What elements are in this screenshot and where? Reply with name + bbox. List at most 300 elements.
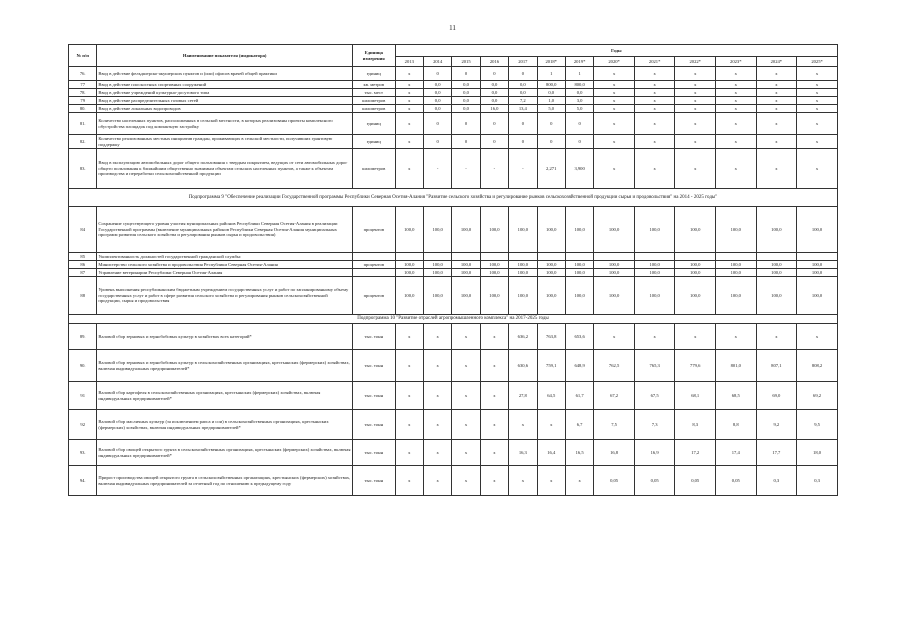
value-cell: 16,8 xyxy=(594,440,635,466)
value-cell: 0,0 xyxy=(423,97,451,105)
value-cell: 0 xyxy=(537,113,565,135)
table-row xyxy=(69,261,838,269)
value-cell: x xyxy=(634,113,675,135)
value-cell: 0,0 xyxy=(423,89,451,97)
value-cell: 5,0 xyxy=(565,105,593,113)
unit-cell: километров xyxy=(352,97,395,105)
indicator-name: Валовой сбор овощей открытого грунта в сельскохозяйственных организациях, крестьянских (фермерских) хозяйствах, включая индивидуальных предпринимателей* xyxy=(97,440,353,466)
value-cell: x xyxy=(395,466,423,496)
indicator-name: Количество населенных пунктов, расположенных в сельской местности, в которых реализованы проекты комплексного обустройства площадок под компактную застройку xyxy=(97,113,353,135)
value-cell: x xyxy=(395,67,423,81)
value-cell: 100,0 xyxy=(537,269,565,277)
unit-cell: километров xyxy=(352,105,395,113)
unit-cell: процентов xyxy=(352,207,395,253)
value-cell: 1,0 xyxy=(537,97,565,105)
table-row xyxy=(69,410,838,440)
value-cell: 3,900 xyxy=(565,149,593,189)
value-cell xyxy=(480,253,508,261)
value-cell: 636,2 xyxy=(509,324,537,350)
value-cell: 100,0 xyxy=(565,207,593,253)
row-number: 82. xyxy=(69,135,97,149)
unit-cell: тыс. тонн xyxy=(352,350,395,382)
value-cell: 100,0 xyxy=(565,261,593,269)
value-cell: 67,5 xyxy=(634,382,675,410)
value-cell: x xyxy=(797,81,838,89)
unit-cell: тыс. мест xyxy=(352,89,395,97)
value-cell: 0 xyxy=(509,67,537,81)
value-cell: 0,0 xyxy=(452,105,480,113)
value-cell: 0,05 xyxy=(594,466,635,496)
indicator-name: Ввод в действие фельдшерско-акушерских пунктов и (или) офисов врачей общей практики xyxy=(97,67,353,81)
value-cell: 17,7 xyxy=(756,440,797,466)
row-number: 85 xyxy=(69,253,97,261)
table-row xyxy=(69,113,838,135)
row-number: 90. xyxy=(69,350,97,382)
value-cell: 100,0 xyxy=(634,261,675,269)
value-cell: 13,4 xyxy=(509,105,537,113)
table-row xyxy=(69,324,838,350)
value-cell: x xyxy=(480,350,508,382)
year-header: 2020* xyxy=(594,57,635,67)
row-number: 81. xyxy=(69,113,97,135)
value-cell: x xyxy=(594,135,635,149)
value-cell: 100,0 xyxy=(594,261,635,269)
table-row xyxy=(69,89,838,97)
value-cell: x xyxy=(756,97,797,105)
unit-cell xyxy=(352,253,395,261)
row-number: 92 xyxy=(69,410,97,440)
value-cell: 0 xyxy=(423,113,451,135)
value-cell: 0,0 xyxy=(423,105,451,113)
value-cell: 779,6 xyxy=(675,350,716,382)
value-cell: 0 xyxy=(537,135,565,149)
value-cell: x xyxy=(423,382,451,410)
table-row xyxy=(69,350,838,382)
value-cell xyxy=(756,253,797,261)
value-cell: x xyxy=(452,440,480,466)
value-cell: x xyxy=(537,410,565,440)
value-cell: 9,2 xyxy=(756,410,797,440)
value-cell: x xyxy=(634,324,675,350)
value-cell: x xyxy=(395,350,423,382)
value-cell: x xyxy=(756,89,797,97)
value-cell: 100,0 xyxy=(452,207,480,253)
value-cell: x xyxy=(756,81,797,89)
value-cell: x xyxy=(675,113,716,135)
value-cell: x xyxy=(480,466,508,496)
value-cell: 16,5 xyxy=(565,440,593,466)
value-cell: x xyxy=(594,89,635,97)
value-cell: x xyxy=(675,67,716,81)
indicator-name: Ввод в действие локальных водопроводов xyxy=(97,105,353,113)
value-cell: 8,8 xyxy=(716,410,757,440)
value-cell: 653,6 xyxy=(565,324,593,350)
indicator-name: Уровень выполнения республиканским бюджетным учреждением государственных услуг и работ по запланированному объему государственных услуг и работ в сфере развития сельского хозяйства и регулирования рынков сельскохозяйственной продукции, сырья и продовольствия xyxy=(97,277,353,315)
value-cell: x xyxy=(594,149,635,189)
row-number: 89. xyxy=(69,324,97,350)
value-cell: x xyxy=(756,324,797,350)
value-cell: 0,05 xyxy=(675,466,716,496)
value-cell: 100,0 xyxy=(634,207,675,253)
value-cell: x xyxy=(634,97,675,105)
value-cell: 16,9 xyxy=(634,440,675,466)
value-cell: x xyxy=(594,105,635,113)
value-cell: x xyxy=(395,324,423,350)
table-row xyxy=(69,67,838,81)
value-cell: - xyxy=(480,149,508,189)
indicator-name: Количество реализованных местных инициатив граждан, проживающих в сельской местности, получивших грантовую поддержку xyxy=(97,135,353,149)
value-cell: 100,0 xyxy=(675,207,716,253)
table-header xyxy=(69,45,838,67)
value-cell: 763,8 xyxy=(537,324,565,350)
value-cell: x xyxy=(797,89,838,97)
value-cell: 0,0 xyxy=(480,89,508,97)
value-cell: 100,0 xyxy=(675,261,716,269)
year-header: 2022* xyxy=(675,57,716,67)
row-number: 84 xyxy=(69,207,97,253)
indicator-name: Валовой сбор масличных культур (за исключением рапса и сои) в сельскохозяйственных организациях, крестьянских (фермерских) хозяйствах, включая индивидуальных предпринимателей* xyxy=(97,410,353,440)
row-number: 94. xyxy=(69,466,97,496)
value-cell: 9,5 xyxy=(797,410,838,440)
value-cell: x xyxy=(756,105,797,113)
unit-cell: кв. метров xyxy=(352,81,395,89)
value-cell: 100,0 xyxy=(480,207,508,253)
value-cell: 100,0 xyxy=(565,269,593,277)
value-cell: x xyxy=(716,105,757,113)
value-cell: 8,3 xyxy=(675,410,716,440)
value-cell: 0 xyxy=(509,113,537,135)
value-cell xyxy=(797,253,838,261)
page-number: 11 xyxy=(449,24,456,32)
value-cell xyxy=(509,253,537,261)
value-cell: 100,0 xyxy=(756,261,797,269)
value-cell xyxy=(594,253,635,261)
value-cell: 0 xyxy=(480,113,508,135)
unit-cell: тыс. тонн xyxy=(352,324,395,350)
value-cell: 0,0 xyxy=(537,89,565,97)
value-cell: x xyxy=(756,113,797,135)
value-cell: - xyxy=(423,149,451,189)
indicator-name: Сохранение существующего уровня участия муниципальных районов Республики Северная Осетия-Алания в реализации Государственной программы (включение муниципальных районов Республики Северная Осетия-Алания муниципальных программ развития сельского хозяйства и регулирования рынков сырья и продовольствия) xyxy=(97,207,353,253)
value-cell: x xyxy=(675,97,716,105)
indicator-name: Управление ветеринарии Республики Северная Осетия-Алания xyxy=(97,269,353,277)
year-header: 2017 xyxy=(509,57,537,67)
value-cell: 67,2 xyxy=(594,382,635,410)
value-cell: 100,0 xyxy=(594,277,635,315)
col-num-header: № п/п xyxy=(69,45,97,67)
value-cell: 17,4 xyxy=(716,440,757,466)
value-cell: x xyxy=(797,324,838,350)
value-cell: x xyxy=(756,149,797,189)
unit-cell: единиц xyxy=(352,113,395,135)
value-cell: x xyxy=(452,410,480,440)
subprogram-title: Подпрограмма 9 "Обеспечение реализации Государственной программы Республики Северная Осетия-Алания "Развитие сельского хозяйства и регулирование рынков сельскохозяйственной продукции сырья и продовольствия" на 2014 - 2025 годы" xyxy=(69,189,838,207)
value-cell: 16,0 xyxy=(480,105,508,113)
value-cell: 100,0 xyxy=(797,269,838,277)
value-cell: 100,0 xyxy=(395,261,423,269)
value-cell: 100,0 xyxy=(509,261,537,269)
value-cell: 100,0 xyxy=(594,207,635,253)
value-cell: 100,0 xyxy=(716,261,757,269)
value-cell: 0 xyxy=(452,113,480,135)
value-cell: x xyxy=(716,89,757,97)
value-cell: 1 xyxy=(537,67,565,81)
value-cell: 100,0 xyxy=(565,277,593,315)
value-cell: x xyxy=(423,350,451,382)
value-cell: 61,7 xyxy=(565,382,593,410)
row-number: 79 xyxy=(69,97,97,105)
year-header: 2019* xyxy=(565,57,593,67)
value-cell: x xyxy=(797,97,838,105)
value-cell xyxy=(634,253,675,261)
value-cell: x xyxy=(452,466,480,496)
value-cell: x xyxy=(634,135,675,149)
value-cell: 100,0 xyxy=(423,261,451,269)
table-row xyxy=(69,382,838,410)
value-cell: 7,2 xyxy=(509,97,537,105)
unit-cell: тыс. тонн xyxy=(352,382,395,410)
value-cell: 0,0 xyxy=(509,89,537,97)
value-cell: 100,0 xyxy=(537,261,565,269)
value-cell: x xyxy=(675,135,716,149)
value-cell: 759,1 xyxy=(537,350,565,382)
value-cell: 100,0 xyxy=(716,277,757,315)
value-cell: x xyxy=(634,89,675,97)
value-cell: 7,5 xyxy=(594,410,635,440)
indicator-name: Валовой сбор зерновых и зернобобовых культур в сельскохозяйственных организациях, крестьянских (фермерских) хозяйствах, включая индивидуальных предпринимателей* xyxy=(97,350,353,382)
value-cell: 762,5 xyxy=(594,350,635,382)
value-cell: x xyxy=(452,350,480,382)
row-number: 91 xyxy=(69,382,97,410)
value-cell: 68,5 xyxy=(716,382,757,410)
value-cell xyxy=(537,253,565,261)
value-cell: 100,0 xyxy=(452,261,480,269)
value-cell: x xyxy=(594,67,635,81)
year-header: 2015 xyxy=(452,57,480,67)
value-cell: 16,4 xyxy=(537,440,565,466)
value-cell: 100,0 xyxy=(509,269,537,277)
value-cell: 100,0 xyxy=(675,277,716,315)
value-cell: 100,0 xyxy=(756,207,797,253)
value-cell: x xyxy=(634,67,675,81)
value-cell: 0,0 xyxy=(452,97,480,105)
row-number: 87 xyxy=(69,269,97,277)
value-cell: 6,7 xyxy=(565,410,593,440)
year-header: 2014 xyxy=(423,57,451,67)
value-cell: 27,8 xyxy=(509,382,537,410)
value-cell: 100,0 xyxy=(395,277,423,315)
value-cell: 7,3 xyxy=(634,410,675,440)
value-cell: 0,0 xyxy=(565,89,593,97)
value-cell xyxy=(565,253,593,261)
value-cell: x xyxy=(594,324,635,350)
unit-cell: километров xyxy=(352,149,395,189)
value-cell: x xyxy=(480,440,508,466)
value-cell: 0,05 xyxy=(716,466,757,496)
value-cell: 0 xyxy=(565,113,593,135)
value-cell: x xyxy=(675,89,716,97)
subprogram-title: Подпрограмма 10 "Развитие отраслей агропромышленного комплекса" на 2017-2025 годы xyxy=(69,315,838,324)
value-cell: x xyxy=(797,113,838,135)
value-cell: 100,0 xyxy=(395,207,423,253)
value-cell: 100,0 xyxy=(675,269,716,277)
value-cell xyxy=(395,253,423,261)
row-number: 76. xyxy=(69,67,97,81)
value-cell: 100,0 xyxy=(716,269,757,277)
value-cell: x xyxy=(395,97,423,105)
value-cell: x xyxy=(480,410,508,440)
value-cell: 100,0 xyxy=(797,277,838,315)
value-cell: x xyxy=(797,149,838,189)
value-cell: x xyxy=(756,67,797,81)
unit-cell: процентов xyxy=(352,277,395,315)
value-cell: x xyxy=(634,105,675,113)
value-cell: 0,0 xyxy=(423,81,451,89)
value-cell: 0 xyxy=(480,135,508,149)
year-header: 2025* xyxy=(797,57,838,67)
value-cell: 69,2 xyxy=(797,382,838,410)
value-cell: - xyxy=(509,149,537,189)
value-cell: x xyxy=(423,440,451,466)
row-number: 86 xyxy=(69,261,97,269)
value-cell: 807,1 xyxy=(756,350,797,382)
value-cell: 16,3 xyxy=(509,440,537,466)
value-cell: 100,0 xyxy=(716,207,757,253)
year-header: 2024* xyxy=(756,57,797,67)
subprogram-row xyxy=(69,315,838,324)
value-cell: x xyxy=(716,81,757,89)
value-cell: 100,0 xyxy=(797,261,838,269)
indicator-name: Валовой сбор зерновых и зернобобовых культур в хозяйствах всех категорий* xyxy=(97,324,353,350)
indicators-table xyxy=(68,44,838,496)
table-row xyxy=(69,277,838,315)
value-cell: 0,0 xyxy=(509,81,537,89)
unit-cell: тыс. тонн xyxy=(352,410,395,440)
value-cell: x xyxy=(716,149,757,189)
value-cell: 100,0 xyxy=(452,277,480,315)
value-cell: x xyxy=(565,466,593,496)
value-cell: x xyxy=(395,149,423,189)
value-cell: 100,0 xyxy=(537,277,565,315)
value-cell: x xyxy=(634,81,675,89)
value-cell: 100,0 xyxy=(634,269,675,277)
indicator-name: Министерство сельского хозяйства и продовольствия Республики Северная Осетия-Алания xyxy=(97,261,353,269)
value-cell xyxy=(452,253,480,261)
value-cell: 68,1 xyxy=(675,382,716,410)
row-number: 77 xyxy=(69,81,97,89)
value-cell: - xyxy=(452,149,480,189)
value-cell: 0,05 xyxy=(634,466,675,496)
indicator-name: Ввод в действие учреждений культурно-досугового типа xyxy=(97,89,353,97)
value-cell: x xyxy=(509,466,537,496)
value-cell: 0,0 xyxy=(480,97,508,105)
value-cell: 0,0 xyxy=(480,81,508,89)
year-header: 2023* xyxy=(716,57,757,67)
unit-cell: процентов xyxy=(352,261,395,269)
col-unit-header: Единица измерения xyxy=(352,45,395,67)
value-cell: 100,0 xyxy=(423,277,451,315)
value-cell: x xyxy=(395,113,423,135)
value-cell: x xyxy=(716,135,757,149)
table-row xyxy=(69,105,838,113)
value-cell: 765,3 xyxy=(634,350,675,382)
value-cell: 801,0 xyxy=(716,350,757,382)
year-header: 2016 xyxy=(480,57,508,67)
table-row xyxy=(69,253,838,261)
value-cell: x xyxy=(634,149,675,189)
value-cell: 100,0 xyxy=(509,277,537,315)
value-cell: 800,0 xyxy=(565,81,593,89)
value-cell: 100,0 xyxy=(537,207,565,253)
value-cell: 100,0 xyxy=(480,277,508,315)
col-name-header: Наименование показателя (индикатора) xyxy=(97,45,353,67)
value-cell: 100,0 xyxy=(509,207,537,253)
value-cell: x xyxy=(395,105,423,113)
value-cell: x xyxy=(395,382,423,410)
value-cell: 69,0 xyxy=(756,382,797,410)
value-cell: x xyxy=(716,97,757,105)
value-cell: 100,0 xyxy=(756,277,797,315)
value-cell: 100,0 xyxy=(423,269,451,277)
value-cell: x xyxy=(675,149,716,189)
table-row xyxy=(69,97,838,105)
value-cell: x xyxy=(797,67,838,81)
value-cell: x xyxy=(594,81,635,89)
unit-cell: единиц xyxy=(352,67,395,81)
value-cell: 630,6 xyxy=(509,350,537,382)
value-cell: x xyxy=(675,324,716,350)
value-cell: x xyxy=(716,67,757,81)
year-header: 2013 xyxy=(395,57,423,67)
value-cell: x xyxy=(675,81,716,89)
value-cell: 64,5 xyxy=(537,382,565,410)
subprogram-row xyxy=(69,189,838,207)
table-row xyxy=(69,81,838,89)
indicator-name: Прирост производства овощей открытого грунта в сельскохозяйственных организациях, крестьянских (фермерских) хозяйствах, включая индивидуальных предпринимателей за отчетный год по отношению к предыдущему году xyxy=(97,466,353,496)
value-cell: x xyxy=(716,113,757,135)
value-cell: x xyxy=(594,97,635,105)
value-cell: 808,2 xyxy=(797,350,838,382)
indicator-name: Ввод в действие распределительных газовых сетей xyxy=(97,97,353,105)
row-number: 88 xyxy=(69,277,97,315)
row-number: 93. xyxy=(69,440,97,466)
value-cell: 0 xyxy=(480,67,508,81)
value-cell: 0,0 xyxy=(452,81,480,89)
value-cell: 100,0 xyxy=(395,269,423,277)
unit-cell: тыс. тонн xyxy=(352,440,395,466)
table-row xyxy=(69,149,838,189)
value-cell: 1 xyxy=(565,67,593,81)
value-cell: 100,0 xyxy=(452,269,480,277)
value-cell: 648,9 xyxy=(565,350,593,382)
value-cell: x xyxy=(395,135,423,149)
value-cell: x xyxy=(395,81,423,89)
value-cell: x xyxy=(452,324,480,350)
unit-cell xyxy=(352,269,395,277)
value-cell: x xyxy=(509,410,537,440)
year-header: 2018* xyxy=(537,57,565,67)
value-cell: 0,3 xyxy=(756,466,797,496)
table-row xyxy=(69,207,838,253)
value-cell xyxy=(675,253,716,261)
value-cell: 18,0 xyxy=(797,440,838,466)
unit-cell: тыс. тонн xyxy=(352,466,395,496)
value-cell: 100,0 xyxy=(480,269,508,277)
value-cell: x xyxy=(395,89,423,97)
value-cell: x xyxy=(675,105,716,113)
value-cell: 0 xyxy=(509,135,537,149)
unit-cell: единиц xyxy=(352,135,395,149)
